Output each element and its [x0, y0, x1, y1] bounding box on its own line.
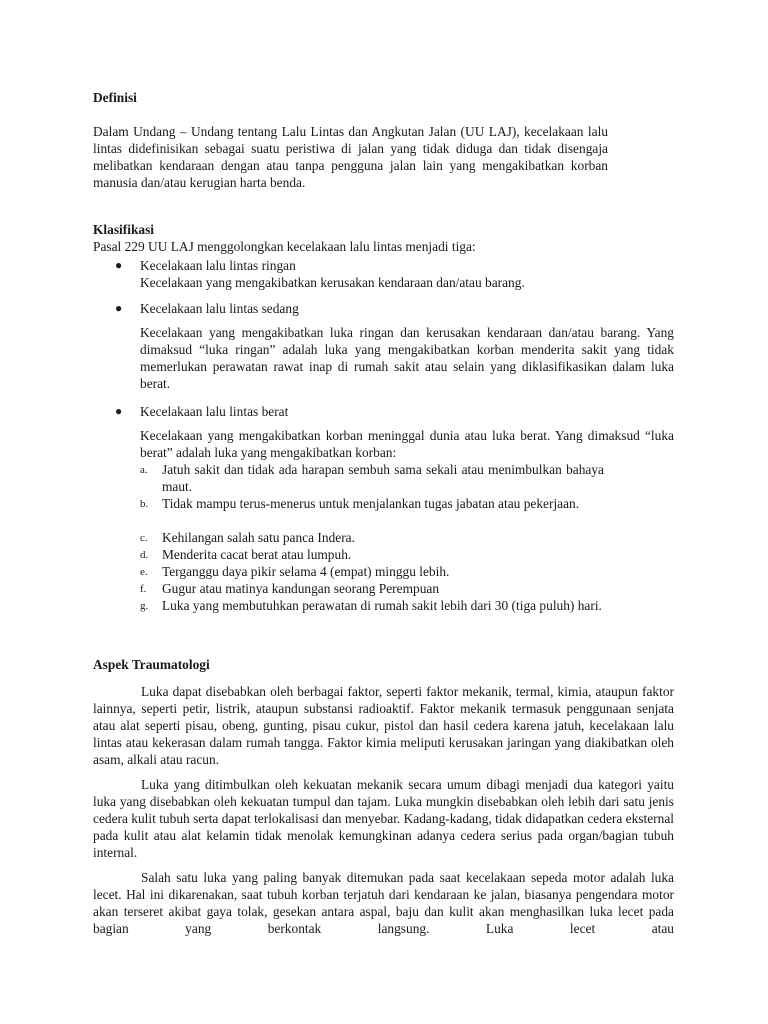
sublist-marker: f.: [140, 583, 147, 595]
definisi-heading: Definisi: [93, 90, 137, 105]
aspek-heading: Aspek Traumatologi: [93, 657, 210, 672]
klasifikasi-item-title: Kecelakaan lalu lintas berat: [140, 404, 289, 419]
sublist-item: Luka yang membutuhkan perawatan di rumah sakit lebih dari 30 (tiga puluh) hari.: [162, 598, 602, 613]
sublist-marker: g.: [140, 600, 149, 612]
sublist-item: Jatuh sakit dan tidak ada harapan sembuh sama sekali atau menimbulkan bahaya maut.: [162, 462, 604, 494]
aspek-paragraph: Luka yang ditimbulkan oleh kekuatan mekanik secara umum dibagi menjadi dua kategori yaitu luka yang disebabkan oleh kekuatan tumpul dan tajam. Luka mungkin disebabkan oleh lebih dari satu jenis cedera kulit tubuh serta dapat terlokalisasi dan menyebar. Kadang-kadang, tidak didapatkan cedera eksternal pada kulit atau alat kelamin tidak menolak kemungkinan adanya cedera serius pada organ/bagian tubuh internal.: [93, 777, 674, 860]
sublist-item: Menderita cacat berat atau lumpuh.: [162, 547, 352, 562]
klasifikasi-item-title: Kecelakaan lalu lintas ringan: [140, 258, 296, 273]
klasifikasi-heading: Klasifikasi: [93, 222, 155, 237]
bullet-marker: ●: [115, 301, 123, 315]
sublist-item: Tidak mampu terus-menerus untuk menjalankan tugas jabatan atau pekerjaan.: [162, 496, 580, 511]
sublist-marker: a.: [140, 464, 148, 476]
klasifikasi-item-title: Kecelakaan lalu lintas sedang: [140, 301, 299, 316]
sublist-marker: d.: [140, 549, 149, 561]
sublist-marker: e.: [140, 566, 148, 578]
sublist-item: Terganggu daya pikir selama 4 (empat) minggu lebih.: [162, 564, 450, 579]
klasifikasi-intro: Pasal 229 UU LAJ menggolongkan kecelakaan lalu lintas menjadi tiga:: [93, 239, 476, 254]
sublist-item: Gugur atau matinya kandungan seorang Perempuan: [162, 581, 440, 596]
sublist-marker: c.: [140, 532, 148, 544]
klasifikasi-item-description: Kecelakaan yang mengakibatkan luka ringan dan kerusakan kendaraan dan/atau barang. Yang dimaksud “luka ringan” adalah luka yang mengakibatkan korban menderita sakit yang tidak memerlukan perawatan rawat inap di rumah sakit atau selain yang diklasifikasikan dalam luka berat.: [140, 325, 674, 391]
sublist-marker: b.: [140, 498, 149, 510]
aspek-paragraph: Salah satu luka yang paling banyak ditemukan pada saat kecelakaan sepeda motor adalah luka lecet. Hal ini dikarenakan, saat tubuh korban terjatuh dari kendaraan ke jalan, biasanya pengendara motor akan terseret akibat gaya tolak, gesekan antara aspal, baju dan kulit akan menghasilkan luka lecet pada bagian yang berkontak langsung. Luka lecet atau: [93, 870, 674, 936]
sublist-item: Kehilangan salah satu panca Indera.: [162, 530, 355, 545]
bullet-marker: ●: [115, 258, 123, 272]
bullet-marker: ●: [115, 404, 123, 418]
aspek-paragraph: Luka dapat disebabkan oleh berbagai faktor, seperti faktor mekanik, termal, kimia, ataupun faktor lainnya, seperti petir, listrik, ataupun substansi radioaktif. Faktor mekanik termasuk penggunaan senjata atau alat seperti pisau, obeng, gunting, pisau cukur, pistol dan hasil cedera karena jatuh, kecelakaan lalu lintas atau kekerasan dalam rumah tangga. Faktor kimia meliputi kerusakan jaringan yang diakibatkan oleh asam, alkali atau racun.: [93, 684, 674, 767]
klasifikasi-item-description: Kecelakaan yang mengakibatkan kerusakan kendaraan dan/atau barang.: [140, 275, 525, 290]
definisi-paragraph: Dalam Undang – Undang tentang Lalu Lintas dan Angkutan Jalan (UU LAJ), kecelakaan lalu lintas didefinisikan sebagai suatu peristiwa di jalan yang tidak diduga dan tidak disengaja melibatkan kendaraan dengan atau tanpa pengguna jalan lain yang mengakibatkan korban manusia dan/atau kerugian harta benda.: [93, 124, 608, 190]
klasifikasi-item-description: Kecelakaan yang mengakibatkan korban meninggal dunia atau luka berat. Yang dimaksud “luka berat” adalah luka yang mengakibatkan korban:: [140, 428, 674, 460]
